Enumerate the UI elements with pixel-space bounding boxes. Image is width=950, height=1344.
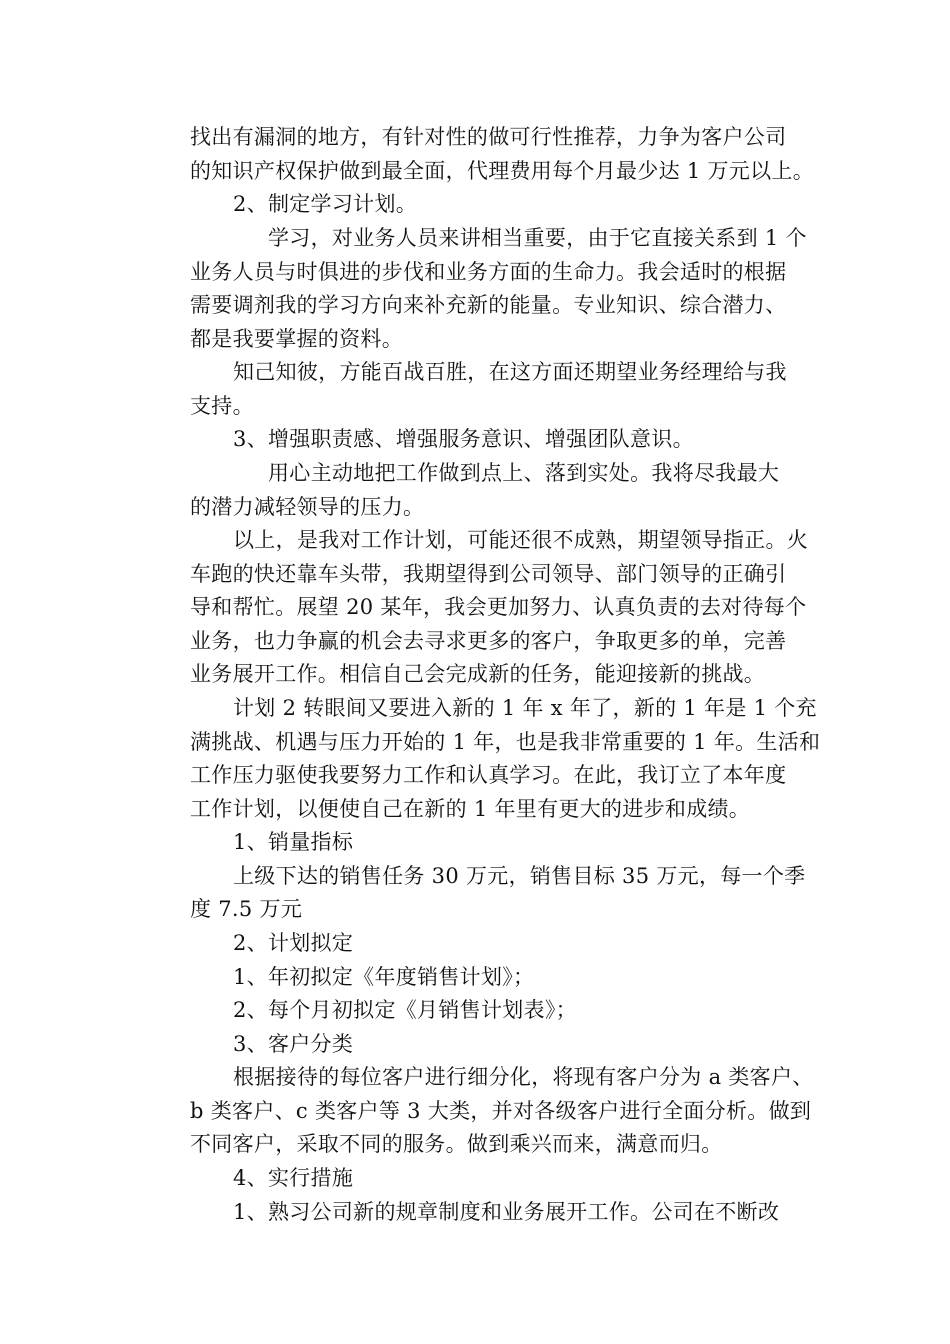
body-text-line: b 类客户、c 类客户等 3 大类，并对各级客户进行全面分析。做到 <box>190 1099 812 1123</box>
body-text-line: 工作计划，以便使自己在新的 1 年里有更大的进步和成绩。 <box>190 797 751 821</box>
body-text-line: 导和帮忙。展望 20 某年，我会更加努力、认真负责的去对待每个 <box>190 595 807 619</box>
body-text-line: 学习，对业务人员来讲相当重要，由于它直接关系到 1 个 <box>268 226 807 250</box>
body-text-line: 不同客户，采取不同的服务。做到乘兴而来，满意而归。 <box>190 1132 723 1156</box>
body-text-line: 上级下达的销售任务 30 万元，销售目标 35 万元，每一个季 <box>233 864 806 888</box>
body-text-line: 找出有漏洞的地方，有针对性的做可行性推荐，力争为客户公司 <box>190 125 787 149</box>
body-text-line: 度 7.5 万元 <box>190 897 303 921</box>
body-text-line: 工作压力驱使我要努力工作和认真学习。在此，我订立了本年度 <box>190 763 787 787</box>
body-text-line: 计划 2 转眼间又要进入新的 1 年 x 年了，新的 1 年是 1 个充 <box>233 696 817 720</box>
body-text-line: 根据接待的每位客户进行细分化，将现有客户分为 a 类客户、 <box>233 1065 814 1089</box>
body-text-line: 业务展开工作。相信自己会完成新的任务，能迎接新的挑战。 <box>190 662 766 686</box>
body-text-line: 以上，是我对工作计划，可能还很不成熟，期望领导指正。火 <box>233 528 809 552</box>
list-item: 1、熟习公司新的规章制度和业务展开工作。公司在不断改 <box>233 1200 780 1224</box>
body-text-line: 用心主动地把工作做到点上、落到实处。我将尽我最大 <box>268 461 780 485</box>
list-item: 1、年初拟定《年度销售计划》； <box>233 965 535 989</box>
section-heading: 3、增强职责感、增强服务意识、增强团队意识。 <box>233 427 694 451</box>
body-text-line: 都是我要掌握的资料。 <box>190 327 403 351</box>
section-heading: 3、客户分类 <box>233 1032 354 1056</box>
body-text-line: 需要调剂我的学习方向来补充新的能量。专业知识、综合潜力、 <box>190 293 787 317</box>
section-heading: 2、制定学习计划。 <box>233 192 418 216</box>
body-text-line: 业务人员与时俱进的步伐和业务方面的生命力。我会适时的根据 <box>190 260 787 284</box>
body-text-line: 的潜力减轻领导的压力。 <box>190 495 425 519</box>
section-heading: 2、计划拟定 <box>233 931 354 955</box>
section-heading: 1、销量指标 <box>233 830 354 854</box>
section-heading: 4、实行措施 <box>233 1166 354 1190</box>
body-text-line: 的知识产权保护做到最全面，代理费用每个月最少达 1 万元以上。 <box>190 159 815 183</box>
body-text-line: 业务，也力争赢的机会去寻求更多的客户，争取更多的单，完善 <box>190 629 787 653</box>
body-text-line: 知己知彼，方能百战百胜，在这方面还期望业务经理给与我 <box>233 360 787 384</box>
body-text-line: 满挑战、机遇与压力开始的 1 年，也是我非常重要的 1 年。生活和 <box>190 730 821 754</box>
list-item: 2、每个月初拟定《月销售计划表》； <box>233 998 577 1022</box>
body-text-line: 车跑的快还靠车头带，我期望得到公司领导、部门领导的正确引 <box>190 562 787 586</box>
body-text-line: 支持。 <box>190 394 254 418</box>
